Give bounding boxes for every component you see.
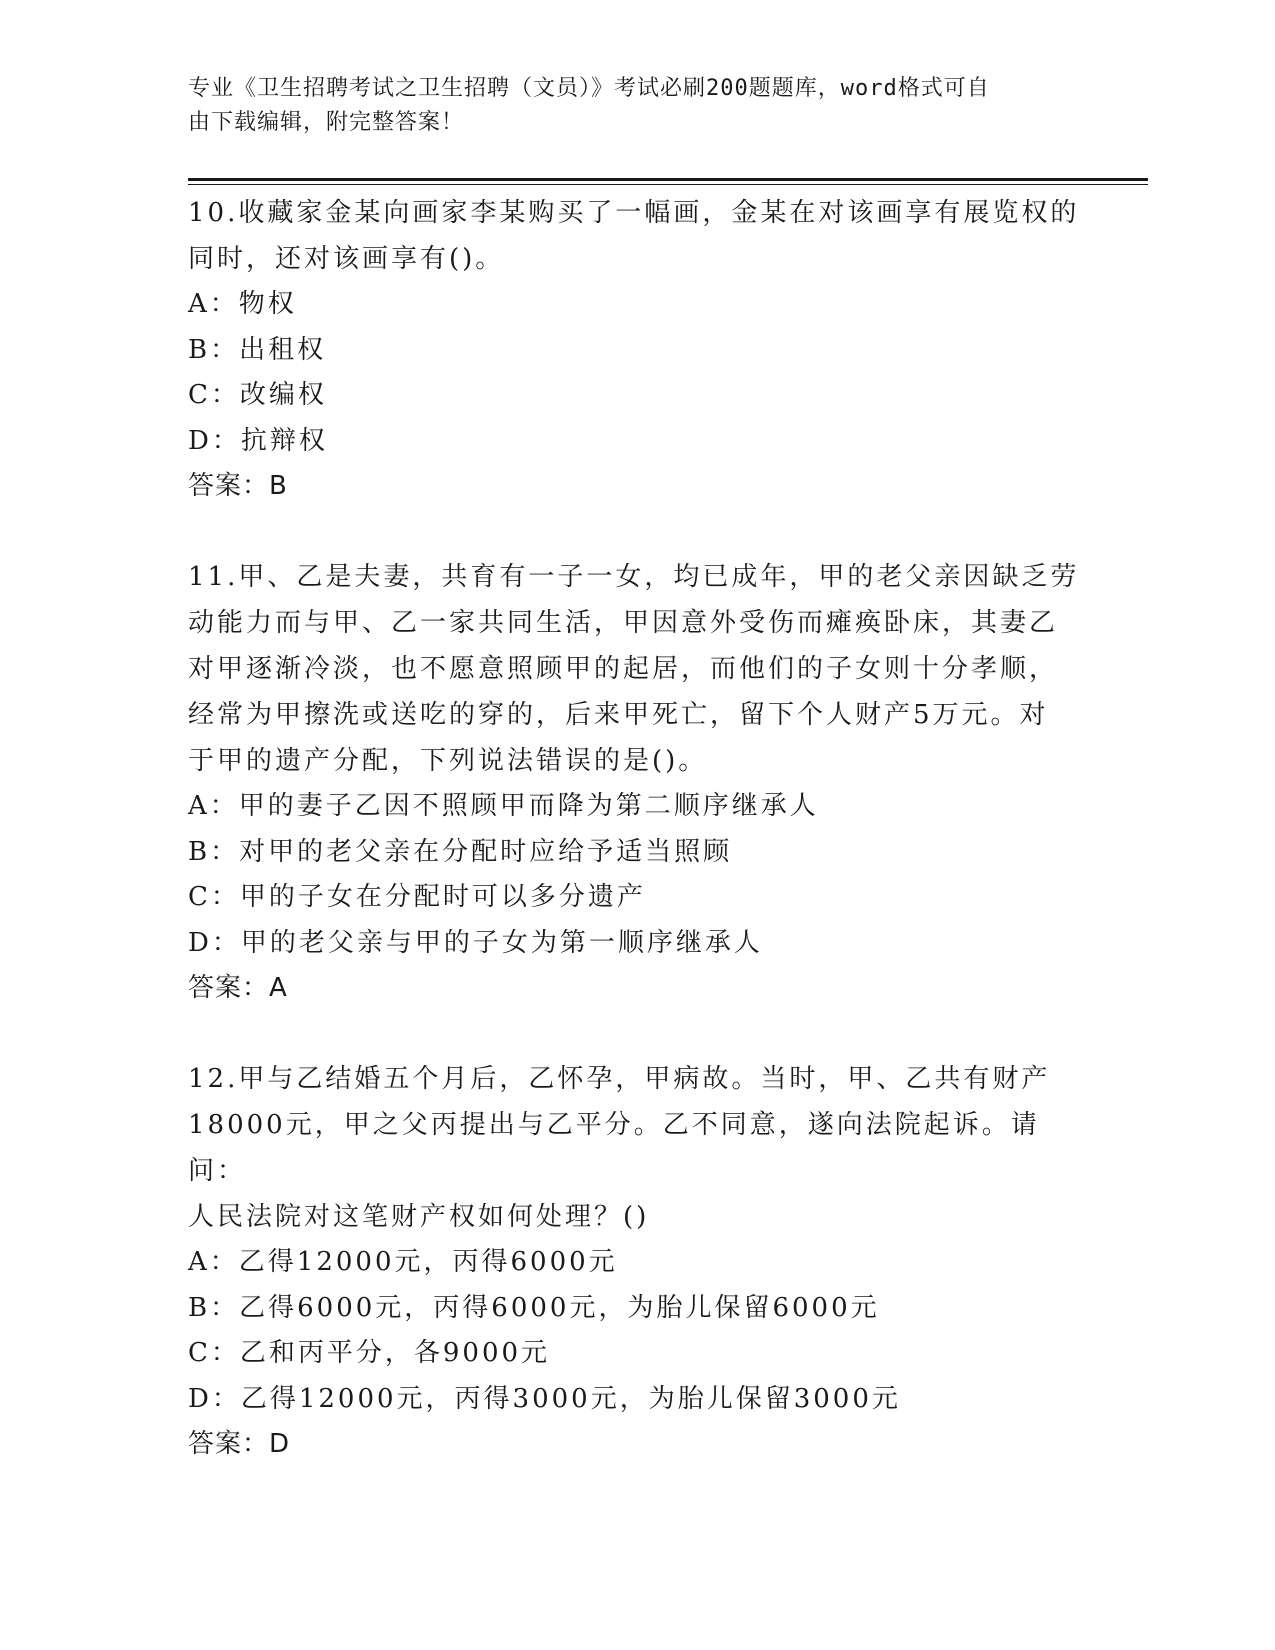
option-d: D：乙得12000元，丙得3000元，为胎儿保留3000元 bbox=[188, 1383, 901, 1414]
question-stem-line: 人民法院对这笔财产权如何处理？() bbox=[188, 1202, 650, 1232]
option-a: A：物权 bbox=[188, 289, 297, 319]
question-stem-line: 11.甲、乙是夫妻，共育有一子一女，均已成年，甲的老父亲因缺乏劳 bbox=[188, 562, 1080, 592]
document-header bbox=[188, 72, 1068, 140]
question-12 bbox=[188, 1056, 1088, 1466]
question-11 bbox=[188, 554, 1088, 1010]
header-line-2: 由下载编辑，附完整答案！ bbox=[188, 110, 465, 135]
option-c: C：改编权 bbox=[188, 380, 327, 410]
question-stem-line: 对甲逐渐冷淡，也不愿意照顾甲的起居，而他们的子女则十分孝顺， bbox=[188, 654, 1059, 684]
option-c: C：甲的子女在分配时可以多分遗产 bbox=[188, 882, 646, 912]
option-a: A：乙得12000元，丙得6000元 bbox=[188, 1247, 618, 1277]
answer: 答案：D bbox=[188, 1429, 291, 1459]
question-stem bbox=[188, 554, 1088, 784]
header-line-1: 专业《卫生招聘考试之卫生招聘（文员）》考试必刷200题题库，word格式可自 bbox=[188, 76, 990, 101]
option-b: B：对甲的老父亲在分配时应给予适当照顾 bbox=[188, 836, 733, 867]
option-d: D：甲的老父亲与甲的子女为第一顺序继承人 bbox=[188, 927, 763, 958]
option-d: D：抗辩权 bbox=[188, 425, 328, 456]
answer: 答案：A bbox=[188, 973, 288, 1003]
header-rule-thin bbox=[188, 184, 1148, 185]
question-stem bbox=[188, 190, 1088, 282]
question-stem-line: 于甲的遗产分配，下列说法错误的是()。 bbox=[188, 746, 708, 776]
question-stem-line: 同时，还对该画享有()。 bbox=[188, 244, 505, 274]
answer: 答案：B bbox=[188, 471, 288, 501]
question-stem-line: 动能力而与甲、乙一家共同生活，甲因意外受伤而瘫痪卧床，其妻乙 bbox=[188, 608, 1059, 638]
question-10 bbox=[188, 190, 1088, 508]
question-stem-line: 经常为甲擦洗或送吃的穿的，后来甲死亡，留下个人财产5万元。对 bbox=[188, 700, 1049, 730]
option-a: A：甲的妻子乙因不照顾甲而降为第二顺序继承人 bbox=[188, 791, 819, 821]
question-stem-line: 12.甲与乙结婚五个月后，乙怀孕，甲病故。当时，甲、乙共有财产 bbox=[188, 1064, 1051, 1094]
header-rule-thick bbox=[188, 178, 1148, 181]
question-stem-line: 18000元，甲之父丙提出与乙平分。乙不同意，遂向法院起诉。请问： bbox=[188, 1110, 1040, 1186]
option-b: B：乙得6000元，丙得6000元，为胎儿保留6000元 bbox=[188, 1292, 880, 1323]
question-stem-line: 10.收藏家金某向画家李某购买了一幅画，金某在对该画享有展览权的 bbox=[188, 198, 1080, 228]
option-b: B：出租权 bbox=[188, 334, 327, 365]
option-c: C：乙和丙平分，各9000元 bbox=[188, 1338, 551, 1368]
question-list bbox=[188, 190, 1088, 1512]
question-stem bbox=[188, 1056, 1088, 1240]
